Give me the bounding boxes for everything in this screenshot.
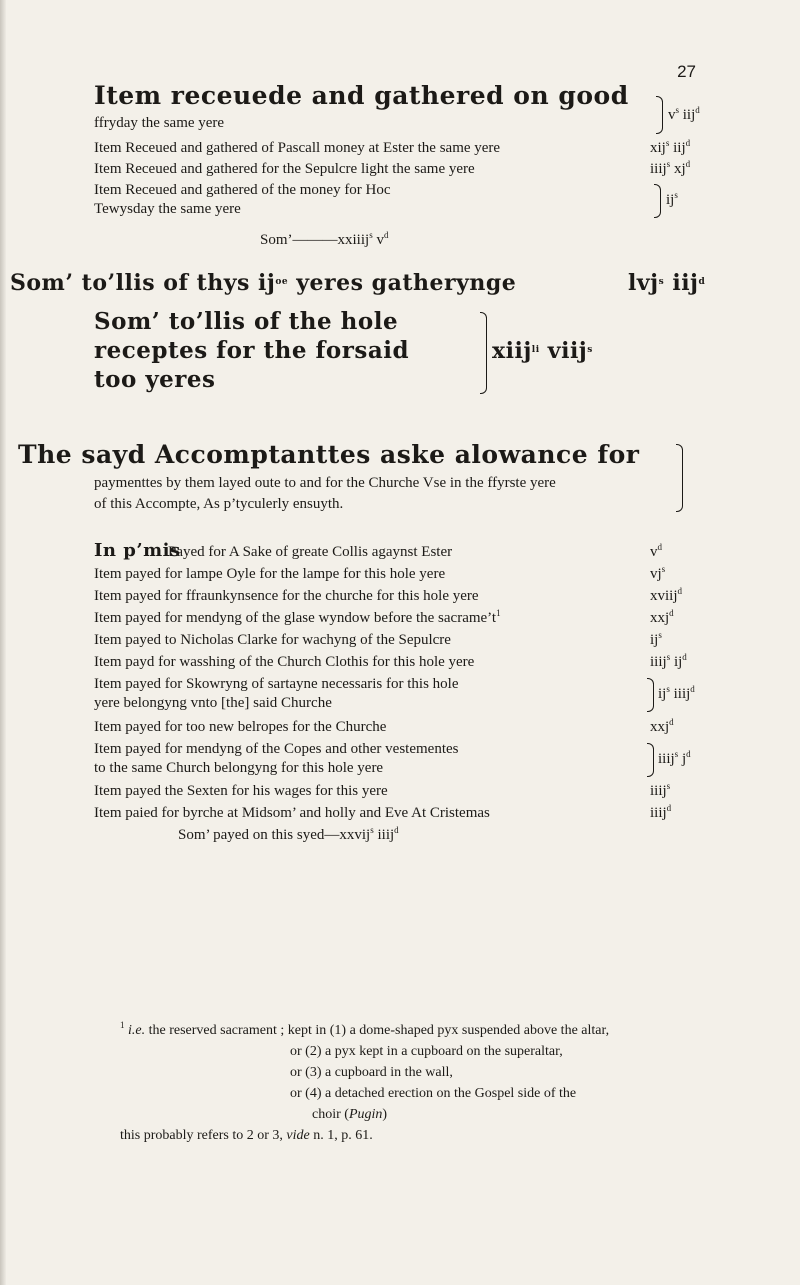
allowance-line: paymenttes by them layed oute to and for the Churche Vse in the ffyrste yere xyxy=(94,475,556,491)
footnote-line: or (2) a pyx kept in a cupboard on the superaltar, xyxy=(290,1044,563,1059)
payment-line: Item payed for lampe Oyle for the lampe for this hole yere xyxy=(94,566,446,582)
receipt-amount: $ij^s$ xyxy=(666,190,678,208)
page-number: 27 xyxy=(677,62,696,81)
footnote-line: or (4) a detached erection on the Gospel side of the xyxy=(290,1086,577,1101)
receipt-line: Item Receued and gathered of Pascall money at Ester the same yere xyxy=(94,140,501,156)
brace xyxy=(654,184,661,218)
payment-amount: xxj$^d$ xyxy=(650,608,674,626)
total-label-line: too yeres xyxy=(94,366,216,393)
total-label-line: receptes for the forsaid xyxy=(94,337,410,364)
footnote-line: or (3) a cupboard in the wall, xyxy=(290,1065,453,1080)
footnote-text: choir ( xyxy=(312,1107,349,1122)
total-label-line: Som’ to’llis of the hole xyxy=(94,308,399,335)
payment-line: Item payed for too new belropes for the Churche xyxy=(94,719,387,735)
footnote-citation: Pugin xyxy=(348,1107,383,1122)
payment-line: Item payed for ffraunkynsence for the churche for this hole yere xyxy=(94,588,479,604)
payment-amount: $ij^s$ iiij$^d$ xyxy=(658,684,695,702)
footnote-vide: vide xyxy=(286,1128,310,1143)
allowance-line: of this Accompte, As p’tyculerly ensuyth. xyxy=(94,496,344,512)
payment-line: Item payed for mendyng of the Copes and other vestementes xyxy=(94,741,459,757)
section-heading: Item receuede and gathered on good xyxy=(94,81,629,110)
footnote-ie: i.e. xyxy=(128,1023,146,1038)
footnote-text: this probably refers to 2 or 3, xyxy=(120,1128,287,1143)
payment-amount: xxj$^d$ xyxy=(650,717,674,735)
payment-amount: iiij$^s$ $j^d$ xyxy=(658,749,691,767)
payment-amount: $vj^s$ xyxy=(650,564,666,582)
payment-line: Item paied for byrche at Midsom’ and holly and Eve At Cristemas xyxy=(94,805,490,821)
receipt-amount: iiij$^s$ $xj^d$ xyxy=(650,159,691,177)
payment-line-cont: to the same Church belongyng for this hole yere xyxy=(94,760,384,776)
footnote-text: n. 1, p. 61. xyxy=(309,1128,373,1143)
summary-heading: Som’ to’llis of thys $ij^{oe}$ yeres gatherynge xyxy=(10,270,517,296)
payment-amount: $ij^s$ xyxy=(650,630,662,648)
payment-line-cont: yere belongyng vnto [the] said Churche xyxy=(94,695,332,711)
payment-amount: iiij$^s$ $ij^d$ xyxy=(650,652,687,670)
payment-line: Item payd for wasshing of the Church Clothis for this hole yere xyxy=(94,654,475,670)
footnote-line xyxy=(120,1022,609,1039)
payments-sum: Som’ payed on this syed—xxvij$^s$ iiij$^d$ xyxy=(178,825,399,843)
heading-continuation: ffryday the same yere xyxy=(94,115,225,131)
summary-amount: lvj$^s$ iij$^d$ xyxy=(628,270,706,296)
payment-amount: iiij$^d$ xyxy=(650,803,672,821)
payment-amount: iiij$^s$ xyxy=(650,781,671,799)
footnote-marker: 1 xyxy=(120,1020,125,1030)
payment-line: Item payed the Sexten for his wages for this yere xyxy=(94,783,388,799)
brace xyxy=(656,96,663,134)
total-amount: xiij$^{li}$ viij$^s$ xyxy=(492,338,593,364)
section-sum: Som’———xxiiij$^s$ $v^d$ xyxy=(260,230,389,248)
payment-line: Item payed for Skowryng of sartayne necessaris for this hole xyxy=(94,676,459,692)
brace xyxy=(647,678,654,712)
payment-amount: $v^d$ xyxy=(650,542,662,560)
payments-lead: In p’mis xyxy=(94,540,181,561)
payment-line: Item payed for mendyng of the glase wyndow before the $sacrame’t^1$ xyxy=(94,608,501,626)
brace xyxy=(647,743,654,777)
payment-line: Item payed to Nicholas Clarke for wachyng of the Sepulcre xyxy=(94,632,451,648)
receipt-line-cont: Tewysday the same yere xyxy=(94,201,241,217)
receipt-line: Item Receued and gathered of the money for Hoc xyxy=(94,182,391,198)
payment-line: Payed for A Sake of greate Collis agaynst Ester xyxy=(168,544,453,560)
footnote-text: the reserved sacrament ; kept in (1) a dome-shaped pyx suspended above the altar, xyxy=(145,1023,610,1038)
footnote-text: ) xyxy=(382,1107,388,1122)
receipt-amount: xij$^s$ iij$^d$ xyxy=(650,138,691,156)
receipt-line: Item Receued and gathered for the Sepulcre light the same yere xyxy=(94,161,475,177)
page-edge-shadow xyxy=(0,0,6,1285)
brace xyxy=(676,444,683,512)
allowance-heading: The sayd Accomptanttes aske alowance for xyxy=(18,440,640,469)
brace xyxy=(480,312,487,394)
footnote-line xyxy=(312,1106,387,1123)
payment-amount: xviij$^d$ xyxy=(650,586,683,604)
heading-amount: $v^s$ iij$^d$ xyxy=(668,105,700,123)
footnote-line xyxy=(120,1127,373,1144)
